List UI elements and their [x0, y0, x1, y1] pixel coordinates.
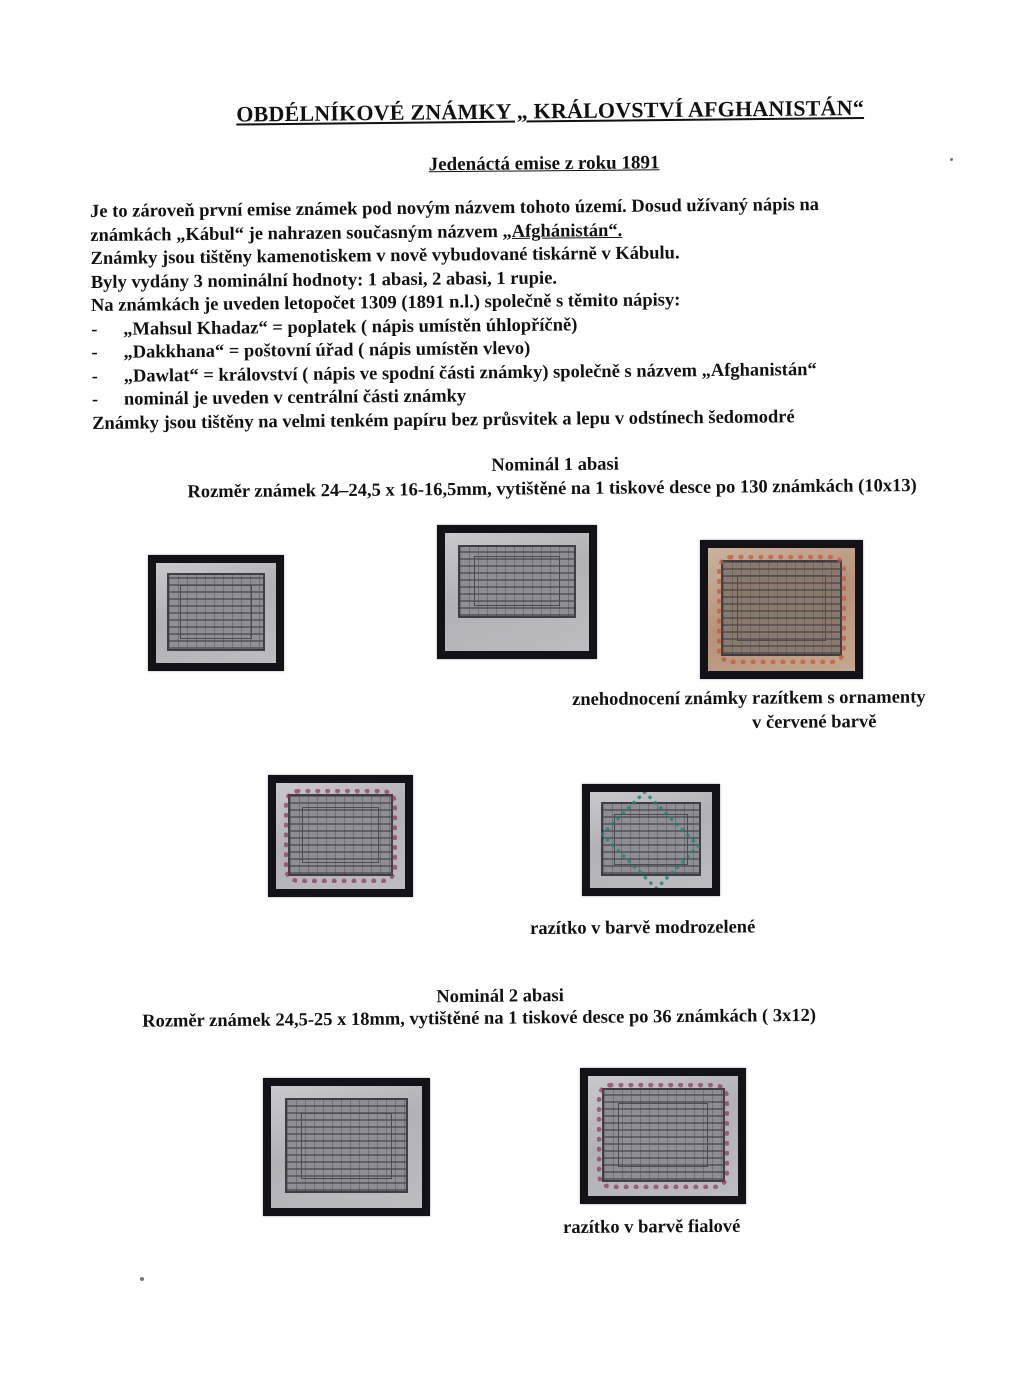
bullet-item: - „Dakkhana“ = poštovní úřad ( nápis umístěn vlevo) [91, 338, 531, 363]
stamp-2-abasi-violet-cancel [580, 1068, 746, 1204]
intro-line: Je to zároveň první emise známek pod novým názvem tohoto území. Dosud užívaný nápis na [90, 195, 820, 222]
bullet-text: „Mahsul Khadaz“ = poplatek ( nápis umístěn úhlopříčně) [123, 314, 578, 340]
bullet-text: nominál je uveden v centrální části známky [123, 386, 467, 410]
stamp-1-abasi-red-cancel [700, 540, 863, 679]
intro-line: Byly vydány 3 nominální hodnoty: 1 abasi, 2 abasi, 1 rupie. [90, 268, 558, 293]
section2-heading: Nominál 2 abasi [436, 986, 564, 1008]
caption-violet-cancel: razítko v barvě fialové [563, 1216, 741, 1238]
section1-heading: Nominál 1 abasi [491, 454, 619, 476]
bullet-text: „Dawlat“ = království ( nápis ve spodní části známky) společně s názvem „Afghanistán“ [123, 359, 817, 387]
bullet-item: - „Mahsul Khadaz“ = poplatek ( nápis umístěn úhlopříčně) [91, 314, 578, 340]
stamp-1-abasi-teal-cancel [582, 784, 720, 896]
bullet-item: - „Dawlat“ = království ( nápis ve spodní části známky) společně s názvem „Afghanistán“ [91, 359, 817, 387]
stamp-1-abasi-grey-margin [437, 525, 597, 659]
caption-red-cancel-line1: znehodnocení známky razítkem s ornamenty [572, 687, 926, 710]
page-subtitle: Jedenáctá emise z roku 1891 [428, 152, 660, 176]
caption-teal-cancel: razítko v barvě modrozelené [530, 917, 756, 939]
stamp-1-abasi-grey [148, 555, 284, 671]
intro-text [90, 192, 992, 436]
paper-speck [140, 1277, 144, 1281]
intro-line: Na známkách je uveden letopočet 1309 (1891 n.l.) společně s těmito nápisy: [90, 290, 681, 316]
afghanistan-name: „Afghánistán“. [502, 220, 623, 242]
bullet-text: „Dakkhana“ = poštovní úřad ( nápis umístěn vlevo) [123, 338, 531, 363]
intro-line: Známky jsou tištěny kamenotiskem v nově vybudované tiskárně v Kábulu. [90, 243, 680, 269]
page-title: OBDÉLNÍKOVÉ ZNÁMKY „ KRÁLOVSTVÍ AFGHANISTÁN“ [236, 94, 865, 127]
paper-speck [950, 158, 953, 161]
caption-red-cancel-line2: v červené barvě [752, 712, 877, 733]
intro-line-part: známkách „Kábul“ je nahrazen současným názvem [90, 221, 503, 246]
bullet-item: - nominál je uveden v centrální části známky [91, 386, 467, 410]
stamp-1-abasi-purple-cancel [268, 775, 413, 897]
stamp-2-abasi-grey [263, 1078, 430, 1216]
intro-line: Známky jsou tištěny na velmi tenkém papíru bez průsvitek a lepu v odstínech šedomodré [92, 406, 795, 434]
section1-description: Rozměr známek 24–24,5 x 16-16,5mm, vytištěné na 1 tiskové desce po 130 známkách (10x13) [187, 476, 917, 503]
section2-description: Rozměr známek 24,5-25 x 18mm, vytištěné na 1 tiskové desce po 36 známkách ( 3x12) [142, 1005, 817, 1032]
